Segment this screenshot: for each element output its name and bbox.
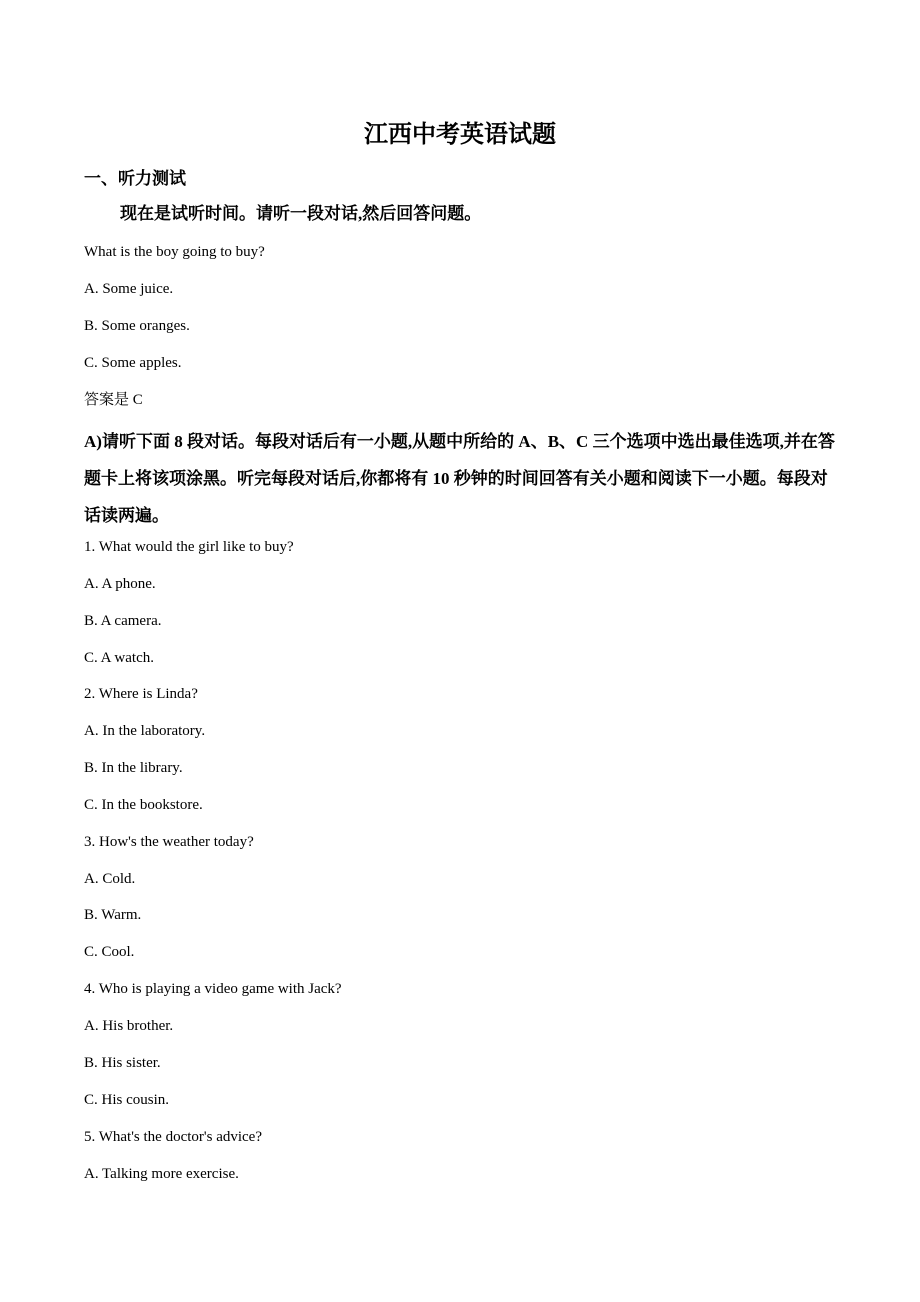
sample-option-b: B. Some oranges.: [84, 318, 190, 334]
sample-instruction: 现在是试听时间。请听一段对话,然后回答问题。: [120, 204, 482, 223]
question-1-option-b: B. A camera.: [84, 613, 162, 629]
question-2-option-a: A. In the laboratory.: [84, 723, 206, 739]
question-5-option-a: A. Talking more exercise.: [84, 1166, 239, 1182]
question-1: 1. What would the girl like to buy?: [84, 539, 294, 555]
sample-question: What is the boy going to buy?: [84, 244, 265, 260]
question-3-option-a: A. Cold.: [84, 871, 136, 887]
sample-option-c: C. Some apples.: [84, 355, 182, 371]
question-4: 4. Who is playing a video game with Jack?: [84, 981, 342, 997]
sample-option-a: A. Some juice.: [84, 281, 174, 297]
section-heading: 一、听力测试: [84, 169, 186, 188]
question-4-option-c: C. His cousin.: [84, 1092, 170, 1108]
sample-answer: 答案是 C: [84, 392, 143, 408]
question-3-option-c: C. Cool.: [84, 944, 135, 960]
question-4-option-b: B. His sister.: [84, 1055, 161, 1071]
question-5: 5. What's the doctor's advice?: [84, 1129, 262, 1145]
question-3-option-b: B. Warm.: [84, 907, 142, 923]
question-4-option-a: A. His brother.: [84, 1018, 174, 1034]
question-2-option-b: B. In the library.: [84, 760, 183, 776]
page-title: 江西中考英语试题: [364, 122, 556, 148]
question-1-option-c: C. A watch.: [84, 650, 154, 666]
question-2: 2. Where is Linda?: [84, 686, 198, 702]
question-3: 3. How's the weather today?: [84, 834, 254, 850]
question-1-option-a: A. A phone.: [84, 576, 156, 592]
part-a-instruction: A)请听下面 8 段对话。每段对话后有一小题,从题中所给的 A、B、C 三个选项中选出最佳选项,并在答题卡上将该项涂黑。听完每段对话后,你都将有 10 秒钟的时间回答有关小题和阅读下一小题。每段对话读两遍。: [84, 432, 835, 525]
question-2-option-c: C. In the bookstore.: [84, 797, 203, 813]
